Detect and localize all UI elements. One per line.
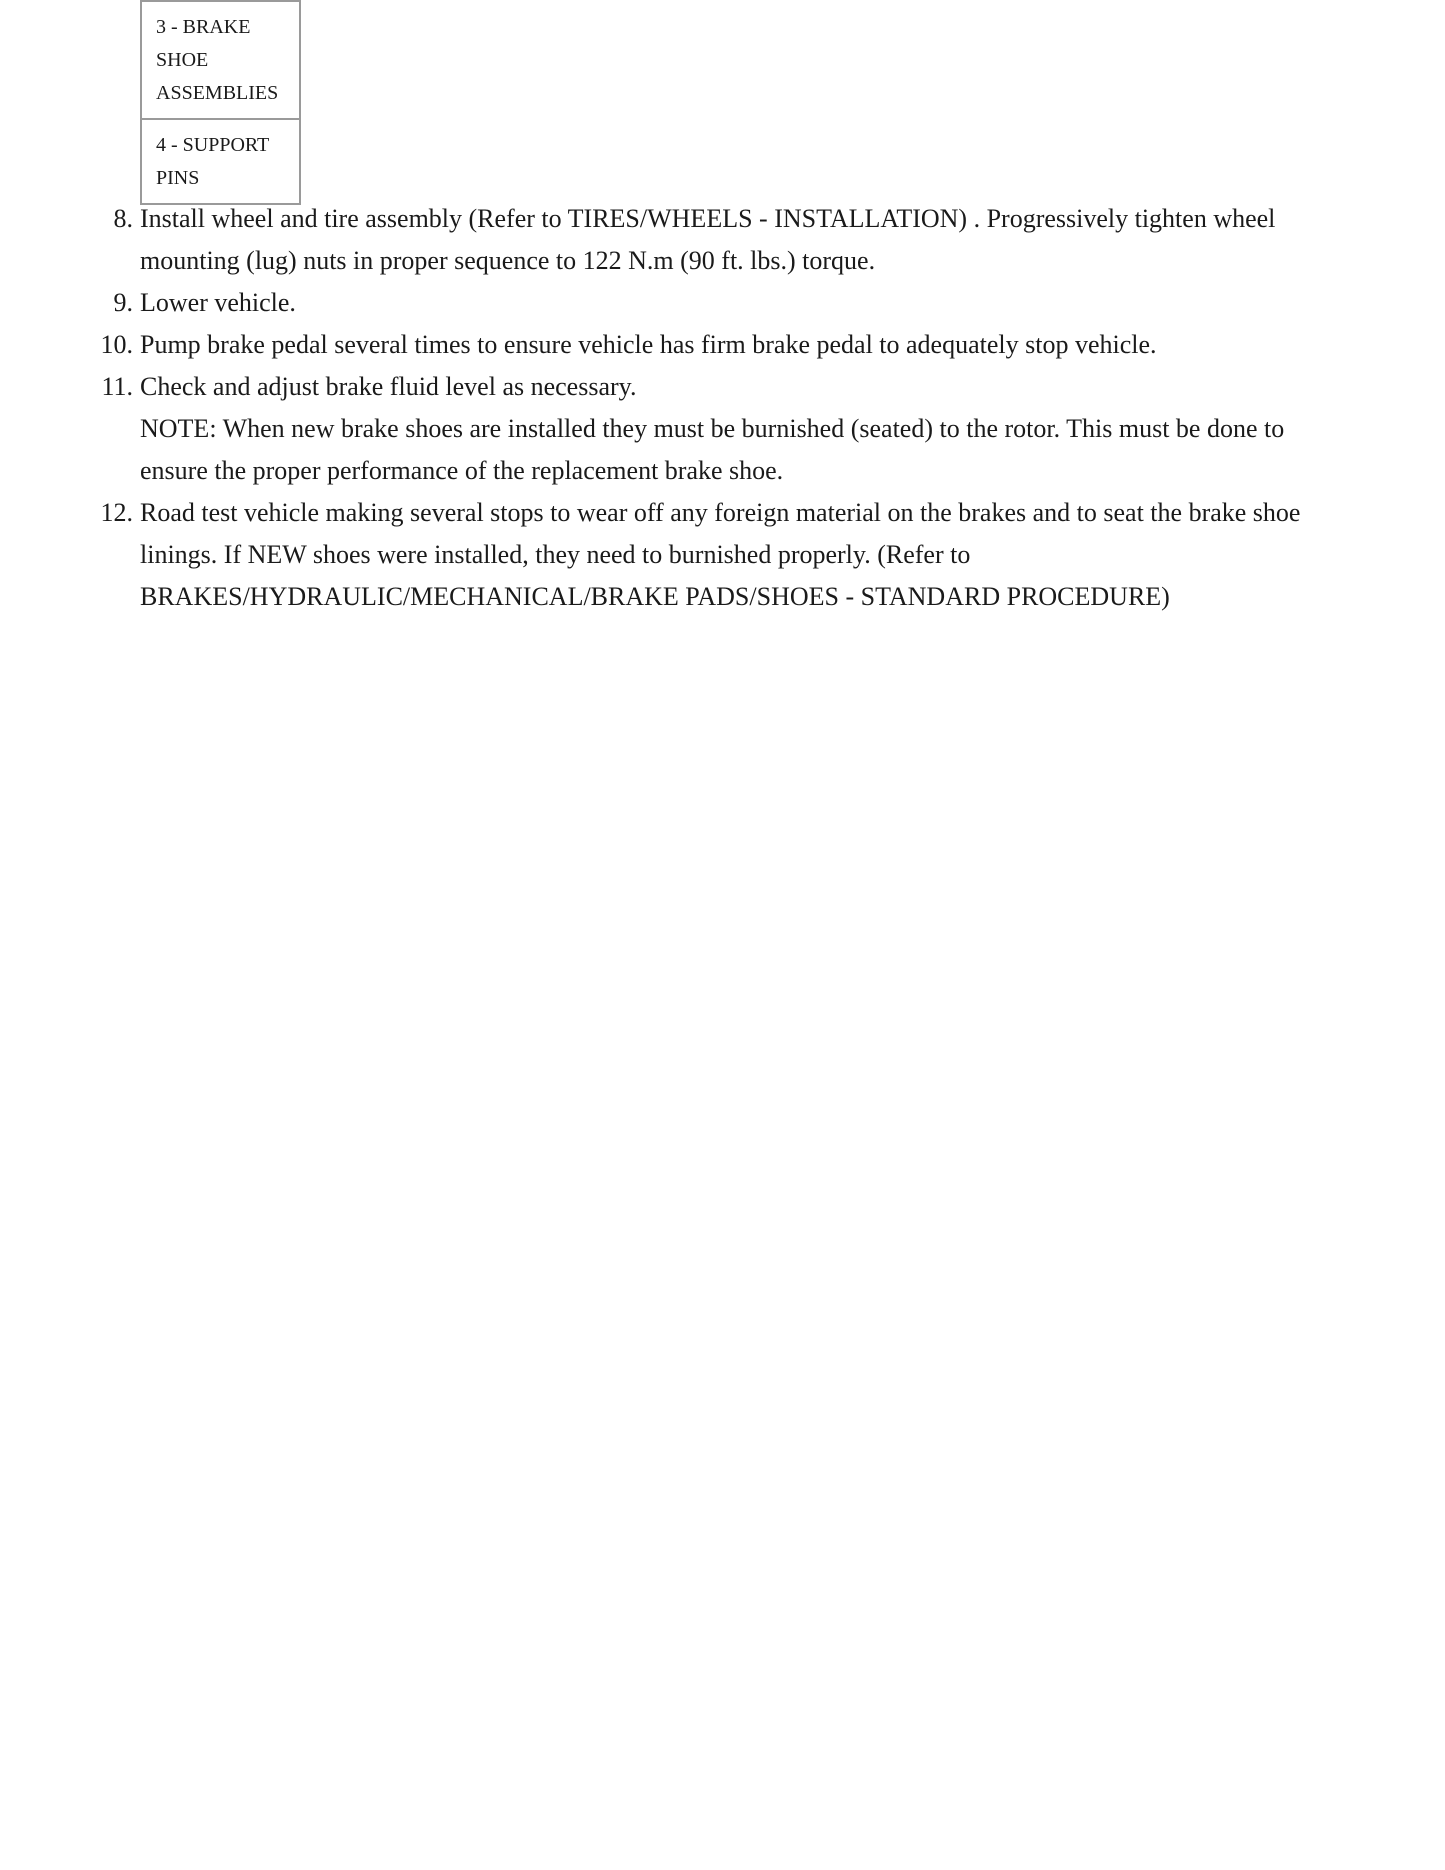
step-11 xyxy=(0,366,1345,492)
legend-cell: 4 - SUPPORT PINS xyxy=(141,119,300,204)
step-text: Check and adjust brake fluid level as necessary. xyxy=(140,372,637,401)
step-number: 11. xyxy=(101,372,133,401)
step-text: Install wheel and tire assembly (Refer to TIRES/WHEELS - INSTALLATION) . Progressively tighten wheel mounting (lug) nuts in proper sequence to 122 N.m (90 ft. lbs.) torque. xyxy=(140,204,1276,275)
step-note: NOTE: When new brake shoes are installed they must be burnished (seated) to the rotor. This must be done to ensure the proper performance of the replacement brake shoe. xyxy=(140,414,1285,485)
step-number: 10. xyxy=(100,330,133,359)
legend-table xyxy=(140,0,301,205)
step-10 xyxy=(0,324,1345,366)
step-number: 8. xyxy=(113,204,133,233)
step-12 xyxy=(0,492,1345,618)
step-8 xyxy=(0,198,1345,282)
step-text: Lower vehicle. xyxy=(140,288,296,317)
step-number: 12. xyxy=(100,498,133,527)
legend-row xyxy=(141,1,300,119)
step-text: Road test vehicle making several stops to wear off any foreign material on the brakes and to seat the brake shoe linings. If NEW shoes were installed, they need to burnished properly. (Refer to BRAKES/HYDRAULIC/MECHANICAL/BRAKE PADS/SHOES - STANDARD PROCEDURE) xyxy=(140,498,1301,611)
legend-row xyxy=(141,119,300,204)
step-number: 9. xyxy=(113,288,133,317)
step-text: Pump brake pedal several times to ensure vehicle has firm brake pedal to adequately stop vehicle. xyxy=(140,330,1157,359)
legend-cell: 3 - BRAKE SHOE ASSEMBLIES xyxy=(141,1,300,119)
step-9 xyxy=(0,282,1345,324)
procedure-steps xyxy=(0,198,1345,618)
